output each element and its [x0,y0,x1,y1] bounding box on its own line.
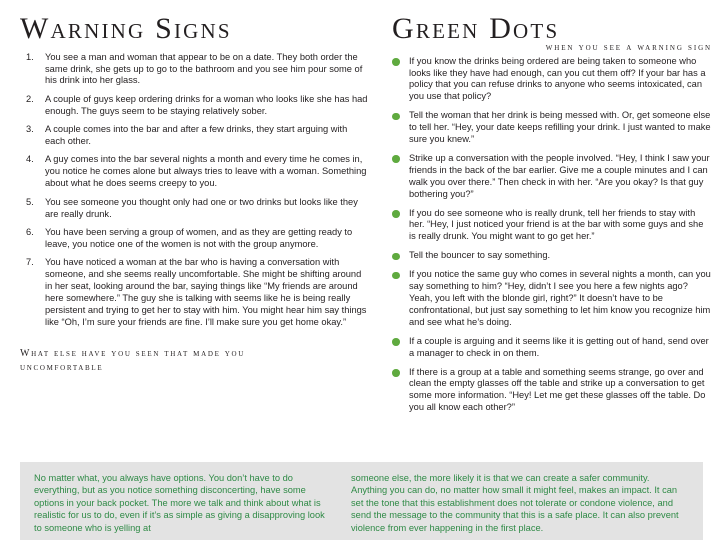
green-dot-text: Tell the bouncer to say something. [409,250,551,261]
list-item [20,52,368,88]
warning-signs-heading: Warning Signs [20,12,232,45]
list-item [20,94,368,118]
list-item [20,227,368,251]
green-dots-subheading: when you see a warning sign [545,42,712,53]
list-item [392,250,712,262]
list-item [392,336,712,360]
footer-text-right: someone else, the more likely it is that we can create a safer community. Anything you can do, no matter how small it might feel, makes an impact. It can set the tone that this establishment does not tolerate or condone violence, and send the message to the community that this is a safe place. It can also prevent violence from ever happening in the first place. [351,473,679,533]
list-item [392,153,712,201]
list-item [20,197,368,221]
green-dot-icon [392,253,400,261]
warning-item-text: A guy comes into the bar several nights a month and every time he comes in, you notice he comes alone but always tries to leave with a woman. Something about what he does seems creepy to you. [45,154,367,189]
green-dot-icon [392,338,400,346]
green-dots-list [392,56,712,415]
green-dot-text: If you notice the same guy who comes in several nights a month, can you say something to him? “Hey, didn’t I see you here a few nights ago? Yeah, you left with the blonde girl, right?” It doesn’t have to be confrontational, but just say something to let him know you recognize him and see what he’s doing. [409,269,711,327]
list-item [20,124,368,148]
warning-item-text: You have been serving a group of women, and as they are getting ready to leave, you notice one of the women is not with the group anymore. [45,226,353,249]
green-dot-icon [392,210,400,218]
green-dots-heading: Green Dots [392,12,560,45]
list-item [392,269,712,329]
green-dot-text: If you know the drinks being ordered are being taken to someone who looks like they have had enough, can you cut them off? If your bar has a policy that you can refuse drinks to anyone who seems intoxicated, can you use that policy? [409,55,706,102]
list-item [20,257,368,328]
warning-item-text: You have noticed a woman at the bar who is having a conversation with someone, and she seems really uncomfortable. She might be shifting around in her seat, looking around the bar, saying things like “My friends are around here somewhere.” The guy she is talking with seems like he is being really persistent and trying to get her to stay with him. You might hear him say things like “Oh, I’m sure your friends are fine. I’ll make sure you get home okay.” [45,257,367,327]
green-dot-icon [392,58,400,66]
list-item [392,56,712,104]
green-dot-icon [392,113,400,121]
green-dot-text: If you do see someone who is really drunk, tell her friends to stay with her. “Hey, I just noticed your friend is at the bar with some guys and she is really drunk. You might want to go get her.” [409,207,704,242]
green-dot-text: Strike up a conversation with the people involved. “Hey, I think I saw your friends in the back of the bar earlier. Give me a couple minutes and I can walk you over there.” Then check in with her. “Are you okay? Is that guy bothering you?” [409,152,710,199]
warning-item-text: A couple of guys keep ordering drinks for a woman who looks like she has had enough. The guys seem to be staying relatively sober. [45,93,368,116]
green-dot-text: Tell the woman that her drink is being messed with. Or, get someone else to tell her. “Hey, your date keeps refilling your drink. I just wanted to make sure you knew.” [409,110,711,145]
green-dot-icon [392,369,400,377]
green-dot-text: If there is a group at a table and something seems strange, go over and clean the empty glasses off the table and strike up a conversation to get some more information. “Hey! Let me get these glasses off the table. Do you all know each other?” [409,366,706,413]
green-dot-icon [392,155,400,163]
footer-text-left: No matter what, you always have options. You don’t have to do everything, but as you notice something disconcerting, have some options in your back pocket. The more we talk and think about what is realistic for us to do, even if it’s as simple as giving a disapproving look to someone who is yelling at [34,473,325,533]
reflection-prompt: What else have you seen that made you uncomfortable [20,347,246,373]
list-item [20,154,368,190]
green-dot-icon [392,272,400,280]
list-item [392,110,712,146]
list-item [392,367,712,415]
warning-item-text: You see someone you thought only had one or two drinks but looks like they are really drunk. [45,196,358,219]
green-dot-text: If a couple is arguing and it seems like it is getting out of hand, send over a manager to check in on them. [409,335,709,358]
warning-signs-list [20,52,368,329]
footer-callout [20,462,703,540]
warning-signs-column [20,14,368,375]
list-item [392,208,712,244]
warning-item-text: A couple comes into the bar and after a few drinks, they start arguing with each other. [45,124,348,147]
warning-item-text: You see a man and woman that appear to be on a date. They both order the same drink, she gets up to go to the bathroom and you see him pour some of his drink into her glass. [45,51,363,86]
green-dots-column [392,14,712,421]
